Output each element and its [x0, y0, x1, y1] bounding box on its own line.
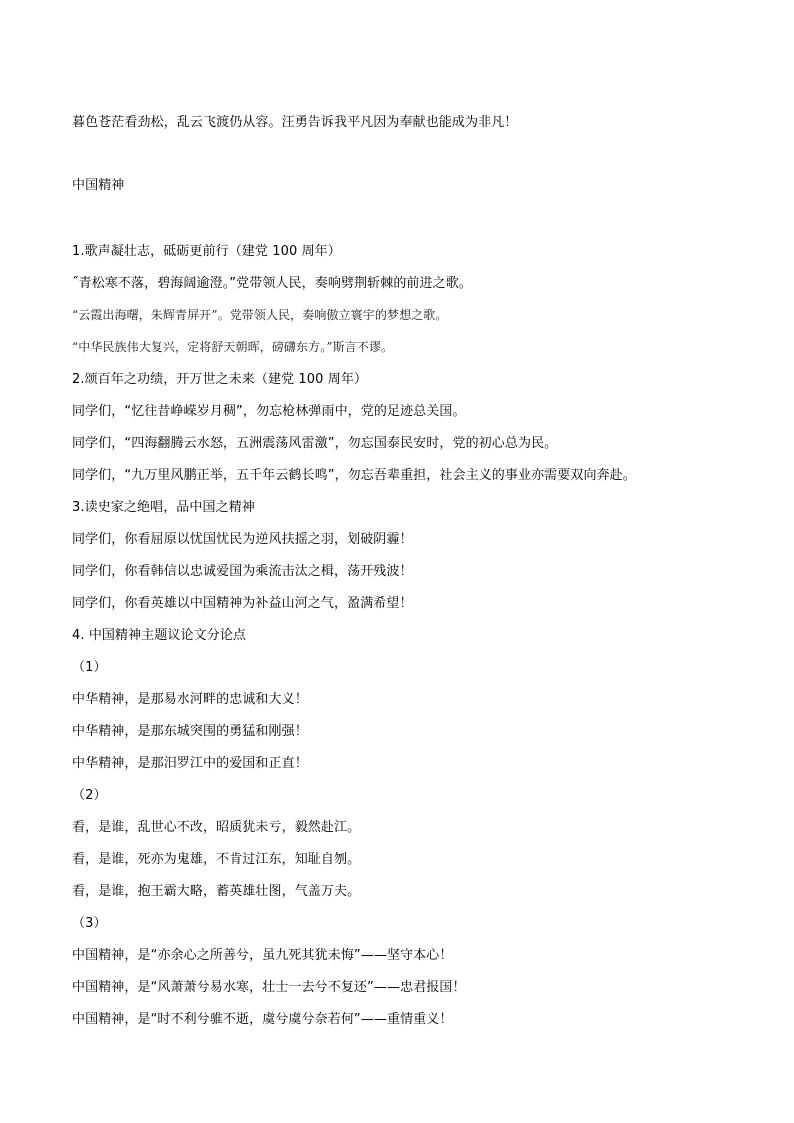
paragraph-line: 中华精神，是那易水河畔的忠诚和大义！	[72, 692, 308, 707]
paragraph-line: 看，是谁，死亦为鬼雄，不肯过江东，知耻自刎。	[72, 852, 361, 867]
paragraph-line: 看，是谁，乱世心不改，昭质犹未亏，毅然赴江。	[72, 820, 361, 835]
paragraph-line: 同学们，你看英雄以中国精神为补益山河之气，盈满希望！	[72, 596, 413, 611]
section-title: 中国精神	[72, 178, 125, 193]
paragraph-line: 中华精神，是那汨罗江中的爱国和正直！	[72, 756, 308, 771]
paragraph-line: “中华民族伟大复兴，定将舒天朝晖，磅礴东方。”斯言不谬。	[72, 340, 394, 354]
list-marker: （2）	[72, 788, 107, 803]
subheading-2: 2.颂百年之功绩，开万世之未来（建党 100 周年）	[72, 372, 368, 387]
list-marker: （3）	[72, 916, 107, 931]
subheading-4: 4. 中国精神主题议论文分论点	[72, 628, 247, 643]
paragraph-line: 中国精神，是“风萧萧兮易水寒，壮士一去兮不复还”——忠君报国！	[72, 980, 466, 995]
paragraph-line: 中国精神，是“亦余心之所善兮，虽九死其犹未悔”——坚守本心！	[72, 948, 453, 963]
paragraph-line: 同学们，你看屈原以忧国忧民为逆风扶摇之羽，划破阴霾！	[72, 532, 413, 547]
paragraph-line: ˝青松寒不落，碧海阔逾澄。”党带领人民，奏响劈荆斩棘的前进之歌。	[72, 276, 472, 291]
paragraph-line: “云霞出海曙，朱辉青屏开”。党带领人民，奏响傲立寰宇的梦想之歌。	[72, 308, 448, 322]
paragraph-line: 中国精神，是“时不利兮骓不逝，虞兮虞兮奈若何”——重情重义！	[72, 1012, 453, 1027]
paragraph-line: 同学们，“忆往昔峥嵘岁月稠”，勿忘枪林弹雨中，党的足迹总关国。	[72, 404, 466, 419]
list-marker: （1）	[72, 660, 107, 675]
paragraph-line: 看，是谁，抱王霸大略，蓄英雄壮图，气盖万夫。	[72, 884, 361, 899]
paragraph-line: 同学们，你看韩信以忠诚爱国为乘流击汰之楫，荡开残波！	[72, 564, 413, 579]
intro-sentence: 暮色苍茫看劲松，乱云飞渡仍从容。汪勇告诉我平凡因为奉献也能成为非凡！	[72, 115, 518, 130]
paragraph-line: 同学们，“九万里风鹏正举，五千年云鹤长鸣”，勿忘吾辈重担，社会主义的事业亦需要双向奔赴。	[72, 468, 636, 483]
subheading-3: 3.读史家之绝唱，品中国之精神	[72, 500, 255, 515]
subheading-1: 1.歌声凝壮志，砥砺更前行（建党 100 周年）	[72, 244, 341, 259]
paragraph-line: 同学们，“四海翻腾云水怒，五洲震荡风雷激”，勿忘国泰民安时，党的初心总为民。	[72, 436, 558, 451]
paragraph-line: 中华精神，是那东城突围的勇猛和刚强！	[72, 724, 308, 739]
